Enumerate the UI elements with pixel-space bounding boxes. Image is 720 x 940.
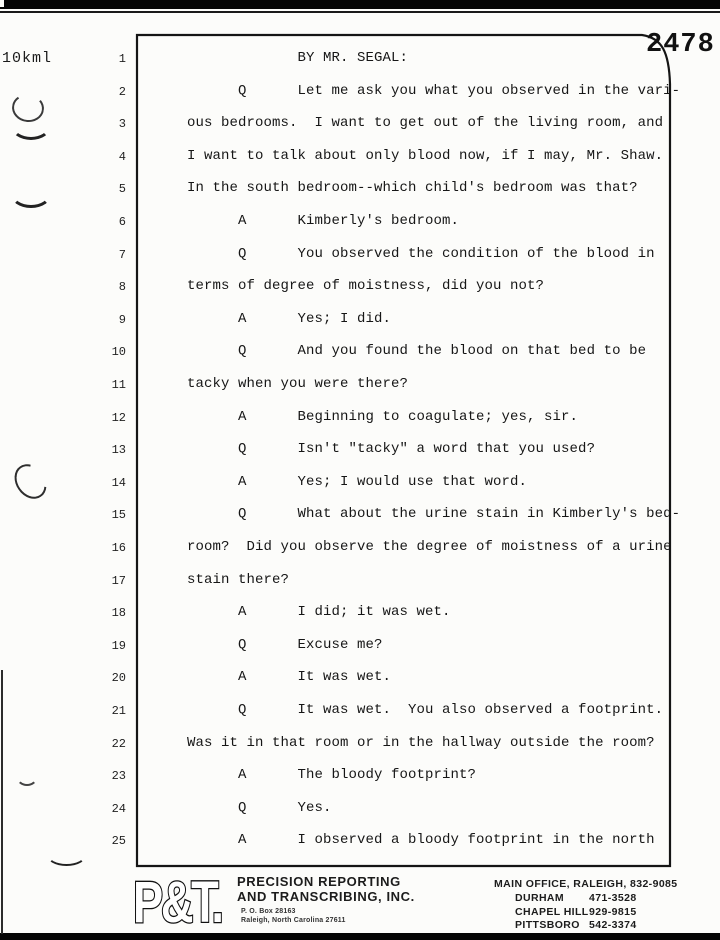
line-text: A Kimberly's bedroom. — [187, 213, 460, 229]
line-number: 16 — [111, 541, 126, 555]
office-phone: 471-3528 — [589, 892, 637, 904]
line-text: tacky when you were there? — [187, 376, 409, 392]
company-name-line2: AND TRANSCRIBING, INC. — [237, 889, 415, 904]
line-text: Q Isn't "tacky" a word that you used? — [187, 441, 596, 458]
footer — [0, 868, 720, 934]
line-number: 2 — [118, 84, 126, 99]
transcript-line — [100, 376, 685, 398]
line-text: Q Let me ask you what you observed in the vari- — [187, 82, 681, 99]
transcript-line — [100, 800, 685, 822]
line-number: 5 — [118, 182, 126, 197]
line-number: 21 — [111, 704, 126, 718]
address-line1: P. O. Box 28163 — [241, 908, 296, 915]
line-number: 11 — [111, 378, 126, 392]
transcript-line — [100, 441, 685, 463]
office-row — [494, 906, 694, 918]
line-text: A Yes; I would use that word. — [187, 473, 528, 490]
transcript-body — [100, 0, 685, 870]
address-line2: Raleigh, North Carolina 27611 — [241, 917, 346, 924]
transcript-line — [100, 180, 685, 202]
office-list — [494, 892, 694, 931]
line-text: A I observed a bloody footprint in the north — [187, 832, 655, 849]
transcript-line — [100, 539, 685, 561]
pt-logo — [133, 870, 235, 934]
line-number: 12 — [111, 410, 126, 425]
line-text: room? Did you observe the degree of moistness of a urine — [187, 539, 672, 555]
company-name-line1: PRECISION REPORTING — [237, 874, 401, 889]
scan-bar-bottom — [0, 933, 720, 940]
line-text: A Yes; I did. — [187, 310, 392, 327]
transcript-line — [100, 474, 685, 496]
line-text: BY MR. SEGAL: — [187, 50, 409, 66]
line-number: 22 — [111, 736, 126, 751]
line-text: A Beginning to coagulate; yes, sir. — [187, 408, 579, 425]
line-number: 18 — [111, 606, 126, 621]
line-number: 7 — [118, 247, 126, 262]
line-text: A The bloody footprint? — [187, 767, 477, 784]
office-phone: 929-9815 — [589, 905, 637, 918]
transcript-line — [100, 246, 685, 268]
transcript-line — [100, 278, 685, 300]
office-contacts — [494, 878, 694, 931]
line-number: 20 — [111, 671, 126, 686]
transcript-line — [100, 50, 685, 72]
transcript-line — [100, 506, 685, 528]
transcript-line — [100, 409, 685, 431]
line-text: In the south bedroom--which child's bedroom was that? — [187, 180, 638, 197]
office-phone: 542-3374 — [589, 919, 637, 931]
hole-punch-mark — [16, 766, 38, 786]
line-number: 9 — [118, 312, 126, 327]
line-number: 25 — [111, 834, 126, 849]
line-number: 8 — [118, 280, 126, 295]
pt-logo-text: P&T. — [133, 870, 222, 934]
hole-punch-mark — [46, 842, 87, 866]
line-text: Q And you found the blood on that bed to be — [187, 343, 647, 360]
transcript-line — [100, 213, 685, 235]
line-number: 13 — [111, 443, 126, 458]
line-number: 6 — [118, 215, 126, 229]
line-number: 4 — [118, 149, 126, 164]
main-office-line: MAIN OFFICE, RALEIGH, 832-9085 — [494, 878, 678, 890]
line-text: A It was wet. — [187, 669, 392, 686]
line-text: Was it in that room or in the hallway outside the room? — [187, 734, 655, 751]
transcript-line — [100, 604, 685, 626]
transcript-line — [100, 343, 685, 365]
line-number: 10 — [111, 345, 126, 360]
line-text: ous bedrooms. I want to get out of the living room, and — [187, 115, 664, 132]
line-text: Q Yes. — [187, 799, 332, 816]
line-text: Q It was wet. You also observed a footprint. — [187, 702, 664, 718]
transcript-line — [100, 311, 685, 333]
transcript-line — [100, 669, 685, 691]
transcript-line — [100, 832, 685, 854]
line-text: A I did; it was wet. — [187, 604, 451, 621]
line-text: stain there? — [187, 571, 290, 588]
hole-punch-mark — [11, 112, 51, 140]
line-number: 3 — [118, 117, 126, 132]
line-number: 24 — [111, 801, 126, 816]
line-text: terms of degree of moistness, did you not? — [187, 278, 545, 295]
line-text: Q What about the urine stain in Kimberly's bed- — [187, 506, 681, 523]
office-city: CHAPEL HILL — [515, 905, 589, 918]
company-name — [237, 874, 415, 904]
line-text: I want to talk about only blood now, if I may, Mr. Shaw. — [187, 147, 664, 164]
line-text: Q Excuse me? — [187, 636, 383, 653]
transcript-line — [100, 637, 685, 659]
transcript-line — [100, 735, 685, 757]
margin-code: 10kml — [2, 50, 53, 67]
office-row — [494, 892, 694, 904]
line-number: 1 — [118, 52, 126, 66]
transcript-line — [100, 83, 685, 105]
transcript-line — [100, 702, 685, 724]
transcript-line — [100, 148, 685, 170]
transcript-line — [100, 572, 685, 594]
company-address — [241, 907, 346, 925]
line-number: 23 — [111, 769, 126, 784]
transcript-line — [100, 767, 685, 789]
transcript-line — [100, 115, 685, 137]
office-row — [494, 919, 694, 931]
line-text: Q You observed the condition of the blood in — [187, 245, 655, 262]
line-number: 14 — [111, 475, 126, 490]
line-number: 15 — [111, 508, 126, 523]
line-number: 17 — [111, 573, 126, 588]
line-number: 19 — [111, 638, 126, 653]
scan-bar-notch — [0, 0, 4, 7]
office-city: PITTSBORO — [515, 919, 580, 931]
office-city: DURHAM — [515, 892, 565, 904]
hole-punch-mark — [8, 458, 53, 505]
page-number: 2478 — [646, 30, 715, 60]
hole-punch-mark — [10, 178, 52, 208]
